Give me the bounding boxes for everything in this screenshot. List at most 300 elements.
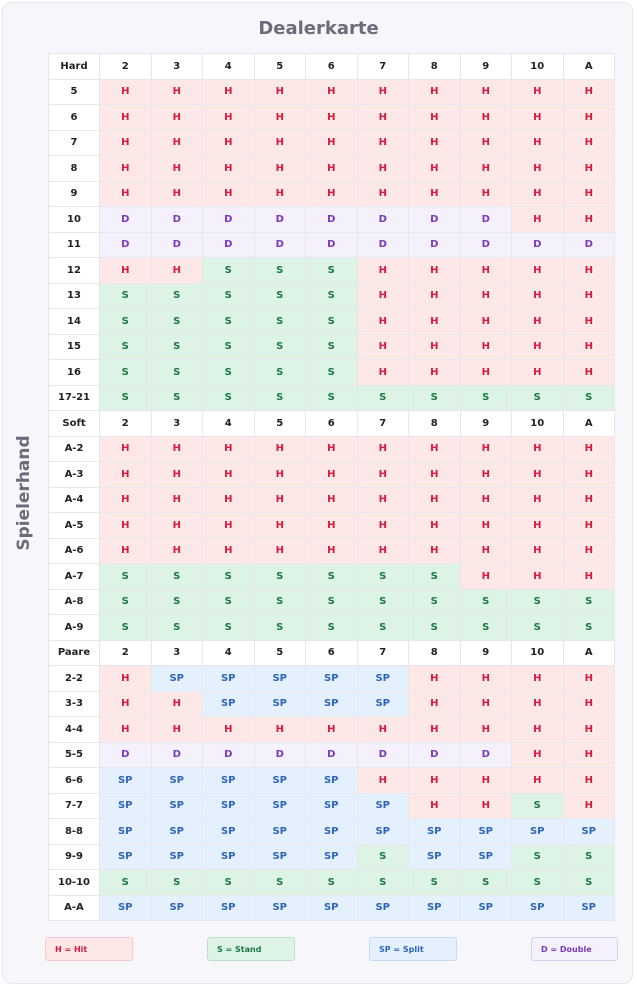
action-cell: S	[254, 564, 306, 590]
dealer-card-header: 3	[151, 640, 203, 666]
action-cell: H	[460, 487, 512, 513]
action-cell: H	[306, 538, 358, 564]
legend-hit: H = Hit	[45, 937, 133, 961]
action-cell: H	[460, 334, 512, 360]
action-cell: S	[203, 309, 255, 335]
action-cell: H	[100, 487, 152, 513]
table-row	[49, 666, 615, 692]
action-cell: SP	[306, 666, 358, 692]
action-cell: H	[563, 487, 615, 513]
action-cell: S	[460, 870, 512, 896]
action-cell: S	[203, 589, 255, 615]
action-cell: S	[306, 309, 358, 335]
action-cell: H	[254, 487, 306, 513]
dealer-card-header: 6	[306, 411, 358, 437]
action-cell: D	[563, 232, 615, 258]
action-cell: S	[306, 870, 358, 896]
action-cell: SP	[409, 844, 461, 870]
table-row	[49, 207, 615, 233]
action-cell: H	[100, 79, 152, 105]
action-cell: SP	[254, 666, 306, 692]
action-cell: H	[563, 513, 615, 539]
table-row	[49, 436, 615, 462]
action-cell: S	[357, 615, 409, 641]
action-cell: S	[512, 615, 564, 641]
player-hand: 3-3	[49, 691, 100, 717]
action-cell: H	[512, 742, 564, 768]
table-row	[49, 130, 615, 156]
dealer-card-header: A	[563, 54, 615, 80]
action-cell: SP	[100, 793, 152, 819]
action-cell: H	[563, 768, 615, 794]
action-cell: S	[151, 870, 203, 896]
dealer-card-header: 5	[254, 640, 306, 666]
action-cell: H	[563, 283, 615, 309]
table-row	[49, 819, 615, 845]
action-cell: H	[512, 207, 564, 233]
action-cell: S	[563, 615, 615, 641]
action-cell: H	[203, 717, 255, 743]
action-cell: H	[512, 105, 564, 131]
action-cell: H	[203, 105, 255, 131]
table-row	[49, 564, 615, 590]
action-cell: SP	[151, 793, 203, 819]
player-hand: 16	[49, 360, 100, 386]
action-cell: H	[512, 130, 564, 156]
action-cell: H	[203, 487, 255, 513]
dealer-card-header: 7	[357, 640, 409, 666]
player-hand: 5	[49, 79, 100, 105]
dealer-card-header: 5	[254, 411, 306, 437]
action-cell: H	[151, 513, 203, 539]
action-cell: S	[254, 589, 306, 615]
table-row	[49, 283, 615, 309]
action-cell: H	[357, 487, 409, 513]
section-header-row	[49, 640, 615, 666]
player-hand: 7-7	[49, 793, 100, 819]
action-cell: H	[563, 462, 615, 488]
action-cell: SP	[306, 768, 358, 794]
table-row	[49, 334, 615, 360]
action-cell: H	[409, 360, 461, 386]
action-cell: H	[460, 538, 512, 564]
table-row	[49, 309, 615, 335]
action-cell: S	[563, 870, 615, 896]
action-cell: H	[357, 283, 409, 309]
action-cell: S	[306, 615, 358, 641]
action-cell: S	[460, 615, 512, 641]
table-row	[49, 870, 615, 896]
action-cell: H	[203, 181, 255, 207]
player-hand: 14	[49, 309, 100, 335]
action-cell: SP	[306, 844, 358, 870]
action-cell: S	[151, 589, 203, 615]
table-row	[49, 232, 615, 258]
action-cell: S	[151, 615, 203, 641]
action-cell: H	[512, 462, 564, 488]
action-cell: H	[254, 181, 306, 207]
action-cell: S	[100, 564, 152, 590]
action-cell: S	[306, 589, 358, 615]
player-hand: A-A	[49, 895, 100, 921]
action-cell: H	[512, 717, 564, 743]
action-cell: H	[409, 462, 461, 488]
table-row	[49, 513, 615, 539]
action-cell: H	[460, 717, 512, 743]
action-cell: SP	[100, 844, 152, 870]
dealer-card-header: 2	[100, 54, 152, 80]
action-cell: H	[409, 538, 461, 564]
table-row	[49, 717, 615, 743]
table-row	[49, 105, 615, 131]
action-cell: D	[409, 232, 461, 258]
dealer-card-header: A	[563, 640, 615, 666]
action-cell: H	[563, 717, 615, 743]
player-hand: 5-5	[49, 742, 100, 768]
dealer-card-header: 8	[409, 411, 461, 437]
action-cell: H	[100, 717, 152, 743]
action-cell: H	[460, 436, 512, 462]
player-hand: 13	[49, 283, 100, 309]
action-cell: S	[151, 283, 203, 309]
action-cell: H	[306, 105, 358, 131]
action-cell: S	[254, 309, 306, 335]
action-cell: S	[306, 360, 358, 386]
action-cell: S	[357, 589, 409, 615]
player-hand: 7	[49, 130, 100, 156]
player-hand: 17-21	[49, 385, 100, 411]
player-hand-label: Spielerhand	[14, 435, 34, 551]
action-cell: H	[100, 691, 152, 717]
dealer-card-header: 3	[151, 411, 203, 437]
action-cell: H	[563, 691, 615, 717]
action-cell: H	[357, 130, 409, 156]
action-cell: S	[306, 385, 358, 411]
dealer-card-header: 2	[100, 411, 152, 437]
dealer-card-header: 8	[409, 640, 461, 666]
action-cell: H	[409, 691, 461, 717]
action-cell: SP	[306, 793, 358, 819]
action-cell: SP	[409, 819, 461, 845]
action-cell: H	[563, 334, 615, 360]
action-cell: SP	[563, 895, 615, 921]
action-cell: H	[512, 666, 564, 692]
action-cell: H	[460, 105, 512, 131]
action-cell: H	[563, 360, 615, 386]
action-cell: H	[100, 666, 152, 692]
action-cell: H	[460, 666, 512, 692]
action-cell: SP	[151, 666, 203, 692]
dealer-card-header: 4	[203, 640, 255, 666]
action-cell: D	[254, 232, 306, 258]
action-cell: H	[512, 334, 564, 360]
action-cell: S	[100, 360, 152, 386]
action-cell: H	[409, 309, 461, 335]
action-cell: SP	[460, 819, 512, 845]
action-cell: S	[409, 870, 461, 896]
dealer-card-title: Dealerkarte	[258, 18, 379, 39]
action-cell: S	[512, 870, 564, 896]
player-hand: A-7	[49, 564, 100, 590]
action-cell: D	[306, 742, 358, 768]
action-cell: H	[151, 105, 203, 131]
action-cell: H	[357, 156, 409, 182]
action-cell: H	[512, 538, 564, 564]
player-hand: 4-4	[49, 717, 100, 743]
action-cell: S	[306, 258, 358, 284]
action-cell: D	[306, 207, 358, 233]
action-cell: H	[409, 105, 461, 131]
action-cell: H	[357, 258, 409, 284]
action-cell: SP	[151, 895, 203, 921]
legend-double: D = Double	[531, 937, 618, 961]
action-cell: S	[151, 385, 203, 411]
dealer-card-header: 5	[254, 54, 306, 80]
action-cell: S	[100, 385, 152, 411]
action-cell: S	[203, 615, 255, 641]
action-cell: H	[254, 156, 306, 182]
action-cell: H	[203, 462, 255, 488]
action-cell: H	[306, 717, 358, 743]
player-hand: 6	[49, 105, 100, 131]
table-row	[49, 793, 615, 819]
action-cell: H	[563, 742, 615, 768]
dealer-card-header: 6	[306, 640, 358, 666]
action-cell: H	[460, 691, 512, 717]
action-cell: H	[254, 130, 306, 156]
action-cell: H	[409, 156, 461, 182]
action-cell: H	[357, 360, 409, 386]
action-cell: H	[512, 360, 564, 386]
dealer-card-header: 4	[203, 54, 255, 80]
action-cell: D	[409, 207, 461, 233]
dealer-card-header: 9	[460, 54, 512, 80]
table-row	[49, 156, 615, 182]
action-cell: H	[254, 462, 306, 488]
action-cell: H	[357, 717, 409, 743]
action-cell: D	[151, 742, 203, 768]
action-cell: H	[203, 513, 255, 539]
action-cell: H	[512, 768, 564, 794]
dealer-card-header: 10	[512, 54, 564, 80]
action-cell: S	[100, 334, 152, 360]
action-cell: H	[409, 130, 461, 156]
action-cell: D	[254, 207, 306, 233]
action-cell: H	[460, 79, 512, 105]
action-cell: S	[357, 870, 409, 896]
action-cell: H	[563, 309, 615, 335]
action-cell: D	[357, 207, 409, 233]
player-hand: A-3	[49, 462, 100, 488]
action-cell: H	[512, 309, 564, 335]
table-row	[49, 844, 615, 870]
action-cell: H	[409, 513, 461, 539]
player-hand: 8-8	[49, 819, 100, 845]
action-cell: S	[100, 870, 152, 896]
action-cell: H	[357, 334, 409, 360]
action-cell: S	[203, 360, 255, 386]
action-cell: H	[254, 513, 306, 539]
action-cell: H	[254, 79, 306, 105]
player-hand: 6-6	[49, 768, 100, 794]
table-row	[49, 181, 615, 207]
action-cell: D	[203, 232, 255, 258]
legend-stand: S = Stand	[207, 937, 295, 961]
action-cell: S	[563, 385, 615, 411]
action-cell: SP	[409, 895, 461, 921]
table-row	[49, 487, 615, 513]
action-cell: SP	[100, 768, 152, 794]
dealer-card-header: 6	[306, 54, 358, 80]
section-label: Soft	[49, 411, 100, 437]
action-cell: H	[254, 717, 306, 743]
action-cell: H	[357, 513, 409, 539]
action-cell: S	[203, 870, 255, 896]
action-cell: H	[100, 156, 152, 182]
action-cell: S	[460, 589, 512, 615]
player-hand: 10-10	[49, 870, 100, 896]
action-cell: S	[460, 385, 512, 411]
action-cell: H	[357, 538, 409, 564]
action-cell: H	[460, 462, 512, 488]
action-cell: H	[460, 309, 512, 335]
action-cell: D	[357, 742, 409, 768]
action-cell: H	[563, 666, 615, 692]
action-cell: D	[100, 742, 152, 768]
action-cell: H	[203, 156, 255, 182]
action-cell: H	[151, 130, 203, 156]
action-cell: H	[254, 105, 306, 131]
action-cell: H	[563, 156, 615, 182]
action-cell: H	[512, 436, 564, 462]
action-cell: H	[512, 156, 564, 182]
strategy-table	[48, 53, 615, 921]
action-cell: S	[357, 564, 409, 590]
action-cell: H	[357, 462, 409, 488]
dealer-card-header: 7	[357, 54, 409, 80]
table-row	[49, 895, 615, 921]
action-cell: S	[203, 334, 255, 360]
action-cell: D	[512, 232, 564, 258]
action-cell: H	[151, 462, 203, 488]
player-hand: A-4	[49, 487, 100, 513]
action-cell: SP	[357, 793, 409, 819]
action-cell: H	[460, 768, 512, 794]
player-hand: 10	[49, 207, 100, 233]
action-cell: H	[460, 360, 512, 386]
action-cell: H	[563, 207, 615, 233]
action-cell: S	[409, 564, 461, 590]
action-cell: S	[306, 564, 358, 590]
action-cell: SP	[512, 895, 564, 921]
action-cell: H	[100, 130, 152, 156]
action-cell: SP	[203, 691, 255, 717]
action-cell: H	[203, 538, 255, 564]
player-hand: 12	[49, 258, 100, 284]
player-hand: A-2	[49, 436, 100, 462]
action-cell: H	[357, 309, 409, 335]
action-cell: H	[460, 513, 512, 539]
action-cell: SP	[563, 819, 615, 845]
action-cell: H	[306, 462, 358, 488]
action-cell: H	[409, 334, 461, 360]
action-cell: SP	[203, 844, 255, 870]
player-hand: A-9	[49, 615, 100, 641]
action-cell: D	[460, 742, 512, 768]
action-cell: SP	[100, 819, 152, 845]
action-cell: S	[203, 564, 255, 590]
action-cell: D	[100, 207, 152, 233]
action-cell: H	[563, 130, 615, 156]
action-cell: SP	[254, 844, 306, 870]
section-label: Hard	[49, 54, 100, 80]
action-cell: H	[357, 181, 409, 207]
action-cell: H	[409, 436, 461, 462]
action-cell: H	[151, 538, 203, 564]
action-cell: H	[409, 717, 461, 743]
action-cell: S	[512, 385, 564, 411]
action-cell: H	[254, 538, 306, 564]
section-label: Paare	[49, 640, 100, 666]
dealer-card-header: 9	[460, 411, 512, 437]
action-cell: S	[409, 385, 461, 411]
action-cell: D	[100, 232, 152, 258]
action-cell: H	[512, 513, 564, 539]
player-hand: 8	[49, 156, 100, 182]
action-cell: H	[151, 156, 203, 182]
action-cell: H	[409, 258, 461, 284]
action-cell: D	[460, 207, 512, 233]
action-cell: H	[151, 79, 203, 105]
table-row	[49, 360, 615, 386]
action-cell: S	[203, 258, 255, 284]
action-cell: SP	[151, 768, 203, 794]
action-cell: H	[409, 79, 461, 105]
table-row	[49, 462, 615, 488]
action-cell: S	[100, 309, 152, 335]
action-cell: H	[563, 793, 615, 819]
legend-split: SP = Split	[369, 937, 457, 961]
action-cell: S	[306, 283, 358, 309]
action-cell: S	[563, 844, 615, 870]
player-hand: 2-2	[49, 666, 100, 692]
action-cell: H	[357, 105, 409, 131]
action-cell: H	[512, 181, 564, 207]
action-cell: D	[203, 742, 255, 768]
dealer-card-header: 8	[409, 54, 461, 80]
action-cell: H	[563, 105, 615, 131]
action-cell: H	[254, 436, 306, 462]
action-cell: S	[100, 283, 152, 309]
section-header-row	[49, 54, 615, 80]
action-cell: H	[306, 436, 358, 462]
action-cell: H	[563, 564, 615, 590]
action-cell: H	[512, 79, 564, 105]
action-cell: S	[203, 283, 255, 309]
action-cell: S	[100, 589, 152, 615]
action-cell: H	[357, 436, 409, 462]
table-row	[49, 768, 615, 794]
action-cell: H	[203, 130, 255, 156]
action-cell: SP	[306, 691, 358, 717]
action-cell: SP	[151, 819, 203, 845]
action-cell: H	[512, 564, 564, 590]
action-cell: H	[409, 666, 461, 692]
action-cell: H	[460, 156, 512, 182]
action-cell: SP	[254, 768, 306, 794]
action-cell: H	[563, 181, 615, 207]
action-cell: H	[151, 691, 203, 717]
